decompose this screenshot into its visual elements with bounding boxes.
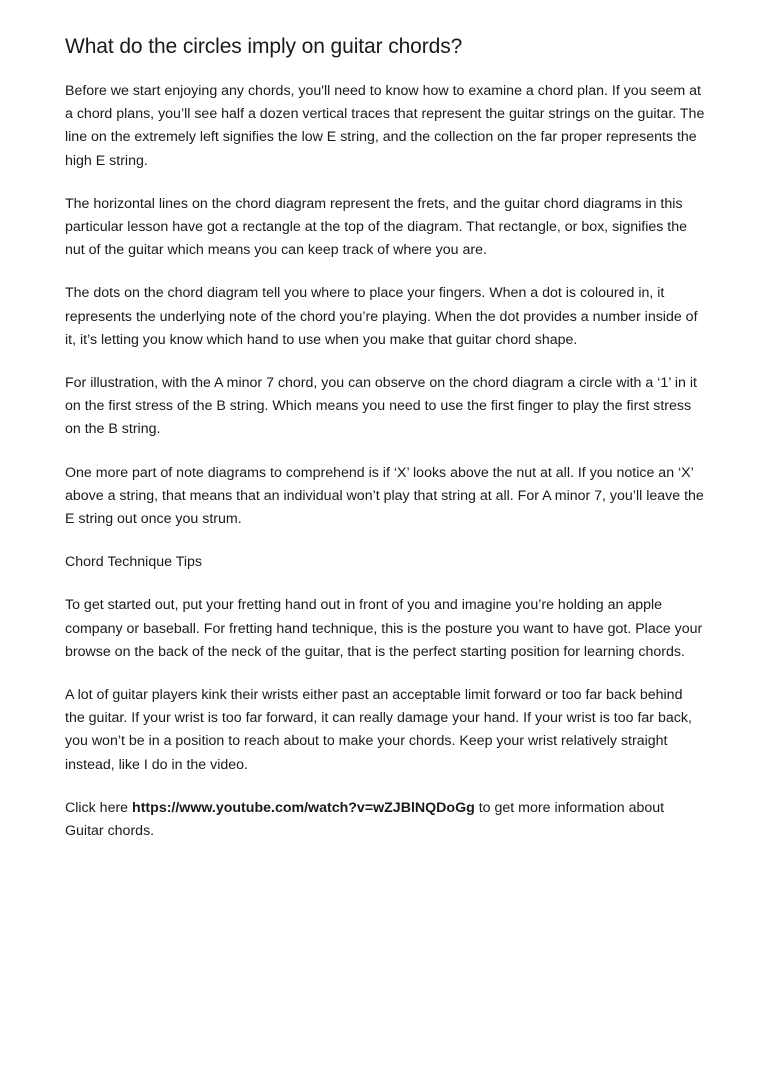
closing-suffix: to get more information about Guitar chords. bbox=[65, 799, 665, 840]
page-title: What do the circles imply on guitar chords? bbox=[65, 35, 463, 58]
closing-prefix: Click here bbox=[65, 799, 133, 816]
paragraph-chord-plan: Before we start enjoying any chords, you'll need to know how to examine a chord plan. If you seem at a chord plans, you’ll see half a dozen vertical traces that represent the guitar strings on the guitar. The line on the extremely left signifies the low E string, and the collection on the far proper represents the high E string. bbox=[65, 83, 705, 169]
paragraph-closing bbox=[65, 797, 706, 843]
paragraph-a-minor-example: For illustration, with the A minor 7 chord, you can observe on the chord diagram a circle with a ‘1’ in it on the first stress of the B string. Which means you need to use the first finger to play the first stress on the B string. bbox=[65, 375, 697, 438]
paragraph-wrist: A lot of guitar players kink their wrists either past an acceptable limit forward or too far back behind the guitar. If your wrist is too far forward, it can really damage your hand. If your wrist is too far back, you won’t be in a position to reach about to make your chords. Keep your wrist relatively straight instead, like I do in the video. bbox=[65, 687, 692, 773]
paragraph-x-marks: One more part of note diagrams to comprehend is if ‘X’ looks above the nut at all. If you notice an ‘X’ above a string, that means that an individual won’t play that string at all. For A minor 7, you’ll leave the E string out once you strum. bbox=[65, 464, 704, 528]
paragraph-dots: The dots on the chord diagram tell you where to place your fingers. When a dot is coloured in, it represents the underlying note of the chord you’re playing. When the dot provides a number inside of it, it’s letting you know which hand to use when you make that guitar chord shape. bbox=[65, 285, 698, 348]
section-heading-technique-tips: Chord Technique Tips bbox=[65, 554, 202, 571]
youtube-link[interactable]: https://www.youtube.com/watch?v=wZJBlNQDoGg bbox=[132, 799, 475, 816]
paragraph-fretting-hand: To get started out, put your fretting hand out in front of you and imagine you’re holding an apple company or baseball. For fretting hand technique, this is the posture you want to have got. Place your browse on the back of the neck of the guitar, that is the perfect starting position for learning chords. bbox=[65, 597, 703, 660]
paragraph-frets: The horizontal lines on the chord diagram represent the frets, and the guitar chord diagrams in this particular lesson have got a rectangle at the top of the diagram. That rectangle, or box, signifies the nut of the guitar which means you can keep track of where you are. bbox=[65, 195, 687, 259]
